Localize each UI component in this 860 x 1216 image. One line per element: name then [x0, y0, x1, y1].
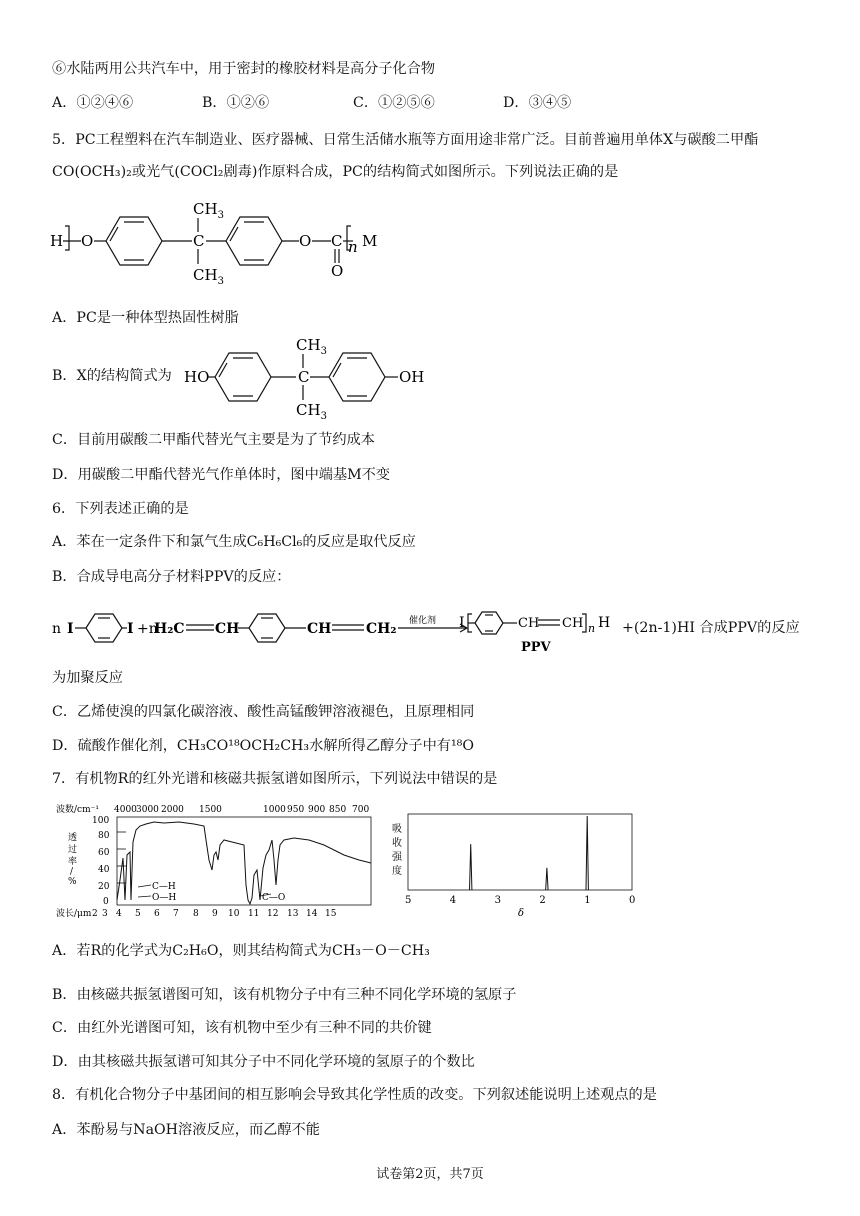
ir-x-15: 15 — [325, 909, 337, 919]
pc-c2: C — [331, 232, 343, 250]
q5-option-a: A．PC是一种体型热固性树脂 — [52, 310, 239, 326]
pc-structure-diagram — [48, 192, 388, 284]
nmr-x-tick: 3 — [494, 895, 501, 906]
ir-band-ch: C—H — [152, 882, 176, 892]
pc-o1: O — [81, 232, 94, 250]
ir-y-20: 20 — [98, 882, 110, 892]
ppv-plus-n: +n — [137, 621, 158, 637]
pc-o2: O — [299, 232, 312, 250]
pc-m: M — [362, 232, 378, 250]
nmr-plot-frame — [408, 814, 632, 890]
ir-x-11: 11 — [248, 909, 260, 919]
q6-option-b-tail: +(2n-1)HI 合成PPV的反应 — [622, 620, 800, 636]
x-ch3-top: $CH_3$ — [296, 336, 327, 357]
x-c: C — [298, 368, 310, 386]
nmr-ylabel-0: 吸 — [392, 824, 402, 835]
q6-option-a: A．苯在一定条件下和氯气生成C₆H₆Cl₆的反应是取代反应 — [52, 534, 416, 550]
pc-ch3-bottom: $CH_3$ — [193, 266, 224, 284]
page-footer: 试卷第2页，共7页 — [376, 1167, 484, 1182]
nmr-x-label: δ — [518, 908, 525, 919]
ir-ylabel-4: % — [68, 877, 77, 887]
ir-x-5: 5 — [135, 909, 141, 919]
ir-ylabel-0: 透 — [68, 833, 78, 843]
ir-x-3: 3 — [102, 909, 108, 919]
ir-wn-4000: 4000 — [114, 805, 137, 815]
q5-option-b: B．X的结构简式为 — [52, 368, 172, 384]
ir-x-12: 12 — [267, 909, 279, 919]
q8-stem: 8．有机化合物分子中基团间的相互影响会导致其化学性质的改变。下列叙述能说明上述观点的是 — [52, 1087, 657, 1103]
ppv-reaction-diagram — [48, 596, 618, 658]
ir-x-13: 13 — [287, 909, 299, 919]
nmr-x-tick: 5 — [405, 895, 412, 906]
ir-x-7: 7 — [173, 909, 179, 919]
nmr-x-tick: 0 — [629, 895, 636, 906]
ir-y-40: 40 — [98, 865, 110, 875]
pc-h: H — [50, 232, 64, 250]
q7-option-a: A．若R的化学式为C₂H₆O，则其结构简式为CH₃－O－CH₃ — [52, 943, 430, 959]
ir-y-80: 80 — [98, 831, 110, 841]
ir-x-2: 2 — [92, 909, 98, 919]
nmr-peak — [546, 868, 548, 890]
x-oh: OH — [399, 368, 425, 386]
q5-option-c: C．目前用碳酸二甲酯代替光气主要是为了节约成本 — [52, 432, 375, 448]
nmr-ylabel-2: 强 — [392, 852, 402, 863]
ir-wn-1000: 1000 — [263, 805, 286, 815]
ir-wn-2000: 2000 — [161, 805, 184, 815]
x-ho: HO — [184, 368, 210, 386]
ppv-prod-ch2: CH — [562, 616, 584, 631]
ir-y-100: 100 — [92, 816, 110, 826]
ir-x-4: 4 — [116, 909, 122, 919]
ir-x-label: 波长/μm — [56, 909, 92, 919]
nmr-spectrum-chart — [388, 808, 648, 920]
item-6-text: ⑥水陆两用公共汽车中，用于密封的橡胶材料是高分子化合物 — [52, 61, 436, 77]
q7-option-d: D．由其核磁共振氢谱可知其分子中不同化学环境的氢原子的个数比 — [52, 1054, 475, 1070]
q6-option-c: C．乙烯使溴的四氯化碳溶液、酸性高锰酸钾溶液褪色，且原理相同 — [52, 704, 475, 720]
q4-option-a: A．①②④⑥ — [52, 95, 134, 111]
ppv-n: n — [52, 621, 62, 637]
q6-option-b: B．合成导电高分子材料PPV的反应： — [52, 569, 291, 585]
ir-ylabel-1: 过 — [68, 845, 78, 855]
ir-ylabel-2: 率 — [68, 857, 78, 867]
x-ch3-bottom: $CH_3$ — [296, 401, 327, 422]
pc-ch3-top: $CH_3$ — [193, 200, 224, 221]
nmr-x-tick: 2 — [539, 895, 546, 906]
ir-ylabel-3: / — [70, 867, 74, 877]
catalyst-label: 催化剂 — [409, 616, 437, 626]
ir-y-0: 0 — [103, 897, 109, 907]
ir-x-8: 8 — [193, 909, 199, 919]
q6-option-b-cont: 为加聚反应 — [52, 670, 123, 686]
pc-od: O — [331, 262, 344, 280]
ppv-prod-ch1: CH — [518, 616, 540, 631]
q4-option-b: B．①②⑥ — [202, 95, 270, 111]
ir-y-60: 60 — [98, 848, 110, 858]
ir-band-co: C—O — [262, 893, 286, 903]
q5-stem-2: CO(OCH₃)₂或光气(COCl₂剧毒)作原料合成，PC的结构简式如图所示。下列说法正确的是 — [52, 164, 619, 180]
ppv-prod-n: n — [588, 622, 596, 635]
q5-option-d: D．用碳酸二甲酯代替光气作单体时，图中端基M不变 — [52, 467, 391, 483]
ir-wavenumber-label: 波数/cm⁻¹ — [56, 805, 99, 815]
ppv-ch1: CH — [215, 621, 240, 637]
ir-band-oh: O—H — [152, 893, 177, 903]
q7-option-b: B．由核磁共振氢谱图可知，该有机物分子中有三种不同化学环境的氢原子 — [52, 987, 517, 1003]
q5-stem-1: 5．PC工程塑料在汽车制造业、医疗器械、日常生活储水瓶等方面用途非常广泛。目前普遍用单体X与碳酸二甲酯 — [52, 132, 759, 148]
ir-x-9: 9 — [212, 909, 218, 919]
nmr-peak — [470, 844, 472, 890]
nmr-ylabel-3: 度 — [392, 866, 402, 877]
q7-stem: 7．有机物R的红外光谱和核磁共振氢谱如图所示，下列说法中错误的是 — [52, 771, 498, 787]
ir-wn-1500: 1500 — [199, 805, 222, 815]
ppv-label: PPV — [521, 640, 551, 655]
ir-x-6: 6 — [154, 909, 160, 919]
q7-option-c: C．由红外光谱图可知，该有机物中至少有三种不同的共价键 — [52, 1020, 432, 1036]
q4-option-d: D．③④⑤ — [503, 95, 572, 111]
ir-wn-3000: 3000 — [136, 805, 159, 815]
ppv-prod-h: H — [598, 615, 611, 631]
nmr-x-tick: 4 — [449, 895, 457, 906]
pc-n: n — [348, 238, 358, 256]
ir-wn-850: 850 — [329, 805, 347, 815]
ppv-ch2: CH — [307, 621, 332, 637]
ir-wn-900: 900 — [308, 805, 326, 815]
q4-option-c: C．①②⑤⑥ — [353, 95, 435, 111]
ppv-i2: I — [127, 621, 134, 637]
ppv-ch2-end: CH₂ — [366, 621, 397, 637]
ir-spectrum-chart — [54, 800, 384, 922]
ir-x-14: 14 — [306, 909, 318, 919]
q6-option-d: D．硫酸作催化剂，CH₃CO¹⁸OCH₂CH₃水解所得乙醇分子中有¹⁸O — [52, 738, 474, 754]
nmr-x-tick: 1 — [584, 895, 591, 906]
ir-wn-700: 700 — [352, 805, 370, 815]
q8-option-a: A．苯酚易与NaOH溶液反应，而乙醇不能 — [52, 1122, 320, 1138]
ppv-i1: I — [67, 621, 74, 637]
ir-x-10: 10 — [228, 909, 240, 919]
q6-stem: 6．下列表述正确的是 — [52, 501, 189, 517]
x-structure-diagram — [184, 330, 434, 422]
ppv-prod-i: I — [459, 615, 465, 631]
pc-c: C — [193, 232, 205, 250]
ppv-h2c: H₂C — [154, 621, 185, 637]
nmr-ylabel-1: 收 — [392, 838, 402, 849]
nmr-peak — [586, 816, 588, 890]
ir-wn-950: 950 — [287, 805, 305, 815]
